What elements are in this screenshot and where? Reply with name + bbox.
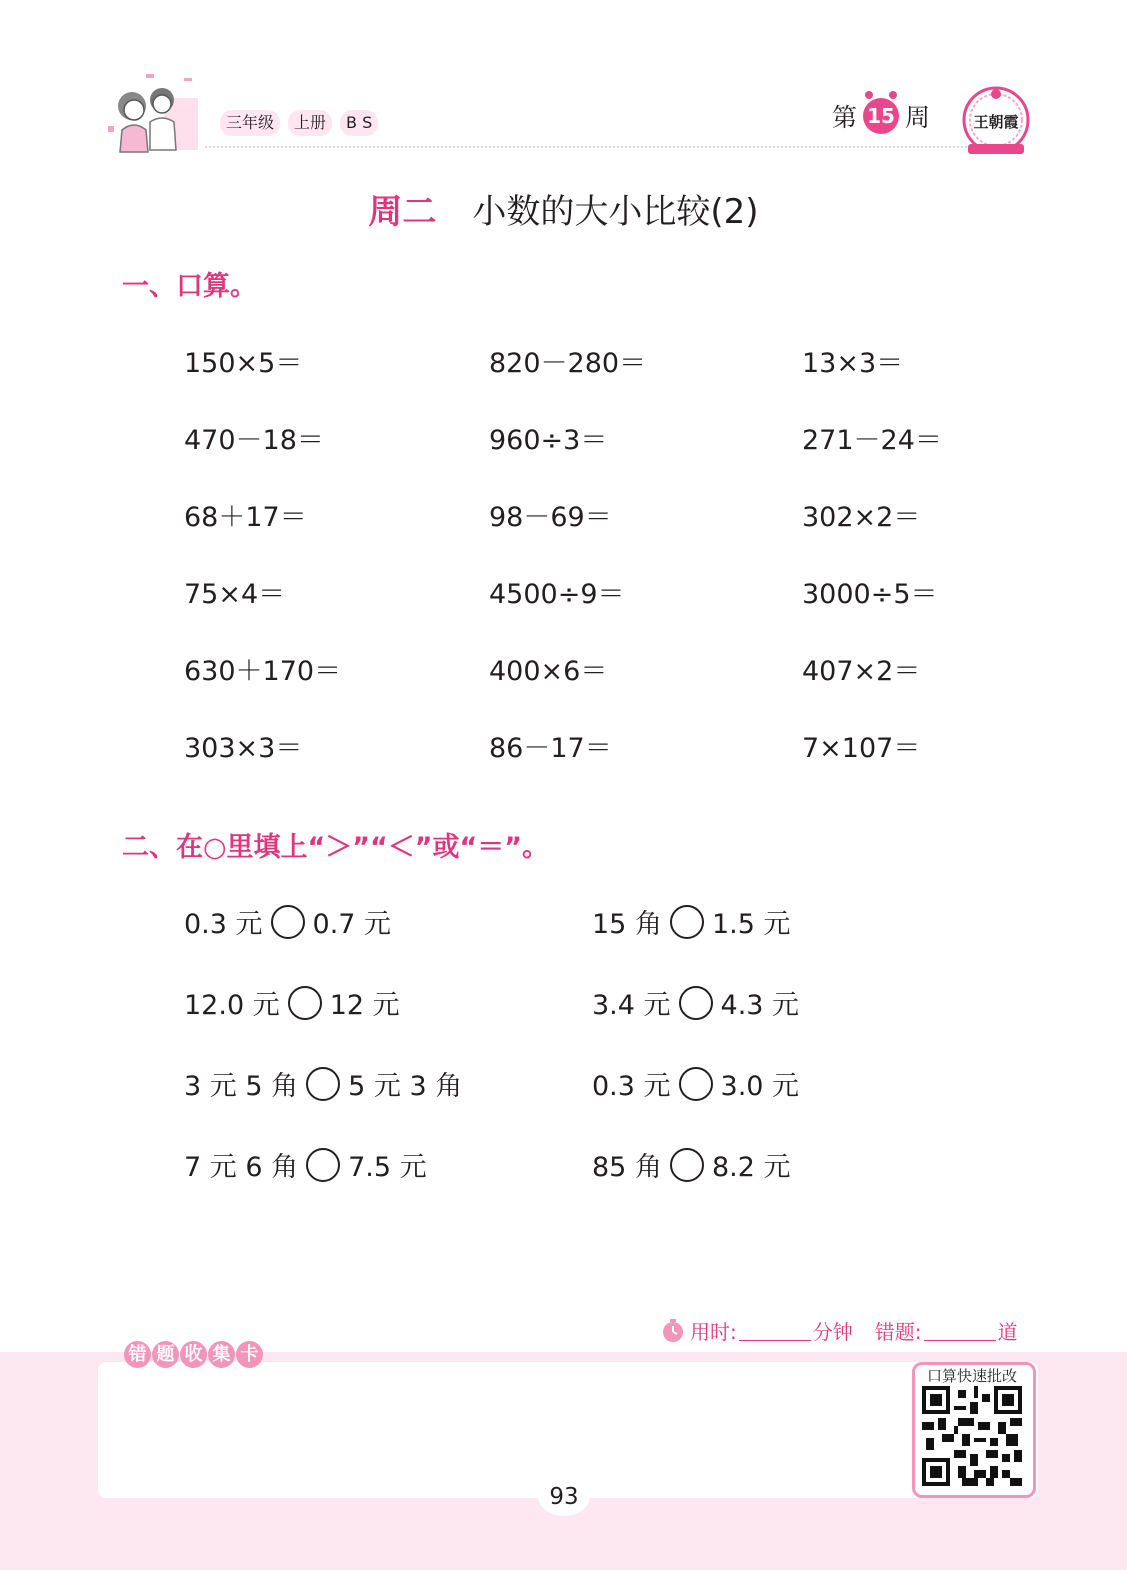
- left-value: 85 角: [592, 1152, 662, 1183]
- equation: 86－17＝: [489, 733, 612, 764]
- errors-input[interactable]: [924, 1320, 996, 1341]
- comparison-item: [592, 1064, 799, 1103]
- comparison-item: [184, 983, 400, 1022]
- left-value: 12.0 元: [184, 990, 280, 1021]
- answer-circle[interactable]: [288, 986, 322, 1020]
- week-indicator: [832, 98, 930, 134]
- header-divider: [205, 146, 975, 148]
- right-value: 12 元: [329, 990, 400, 1021]
- time-unit: 分钟: [812, 1320, 853, 1344]
- card-label-char: 卡: [236, 1341, 263, 1368]
- card-label-char: 集: [208, 1341, 235, 1368]
- comparison-item: [184, 1064, 462, 1103]
- equation: 302×2＝: [802, 502, 921, 533]
- answer-circle[interactable]: [679, 986, 713, 1020]
- card-label-char: 收: [180, 1341, 207, 1368]
- right-value: 1.5 元: [711, 909, 791, 940]
- mistake-card-label: [124, 1341, 263, 1368]
- right-value: 7.5 元: [348, 1152, 427, 1183]
- left-value: 0.3 元: [184, 909, 263, 940]
- answer-circle[interactable]: [306, 1067, 340, 1101]
- equation: 98－69＝: [489, 502, 612, 533]
- week-suffix: 周: [905, 103, 931, 132]
- title-day: 周二: [368, 192, 437, 232]
- title-topic: 小数的大小比较(2): [472, 192, 759, 232]
- errors-unit: 道: [997, 1320, 1018, 1344]
- comparison-item: [592, 902, 790, 941]
- equation: 150×5＝: [184, 348, 303, 379]
- time-label: 用时:: [690, 1320, 737, 1344]
- comparison-item: [184, 1145, 427, 1184]
- left-value: 3.4 元: [592, 990, 671, 1021]
- left-value: 0.3 元: [592, 1071, 671, 1102]
- equation: 7×107＝: [802, 733, 921, 764]
- volume-tag: 上册: [288, 110, 332, 136]
- equation: 630＋170＝: [184, 656, 342, 687]
- answer-circle[interactable]: [271, 905, 305, 939]
- section1-heading: 一、口算。: [122, 271, 257, 302]
- logo-text: 王朝霞: [973, 113, 1019, 131]
- equation: 820－280＝: [489, 348, 647, 379]
- right-value: 8.2 元: [711, 1152, 791, 1183]
- equation: 13×3＝: [802, 348, 904, 379]
- answer-circle[interactable]: [670, 905, 704, 939]
- brand-logo: [960, 82, 1032, 160]
- qr-label: 口算快速批改: [926, 1367, 1017, 1385]
- left-value: 15 角: [592, 909, 662, 940]
- equation: 3000÷5＝: [802, 579, 938, 610]
- equation: 75×4＝: [184, 579, 286, 610]
- answer-circle[interactable]: [670, 1148, 704, 1182]
- answer-circle[interactable]: [679, 1067, 713, 1101]
- card-label-char: 题: [152, 1341, 179, 1368]
- edition-tag: B S: [340, 110, 378, 136]
- equation: 407×2＝: [802, 656, 921, 687]
- right-value: 3.0 元: [720, 1071, 800, 1102]
- page-title: [0, 184, 1127, 233]
- equation: 960÷3＝: [489, 425, 608, 456]
- card-label-char: 错: [124, 1341, 151, 1368]
- left-value: 3 元 5 角: [184, 1071, 299, 1102]
- equation: 271－24＝: [802, 425, 942, 456]
- equation: 400×6＝: [489, 656, 608, 687]
- grade-tags: [220, 110, 378, 136]
- equation: 4500÷9＝: [489, 579, 625, 610]
- time-error-record: [660, 1316, 1018, 1345]
- right-value: 5 元 3 角: [348, 1071, 463, 1102]
- equation: 68＋17＝: [184, 502, 307, 533]
- grade-tag: 三年级: [220, 110, 280, 136]
- section2-heading: 二、在○里填上“＞”“＜”或“＝”。: [122, 832, 550, 863]
- comparison-item: [184, 902, 391, 941]
- equation: 470－18＝: [184, 425, 324, 456]
- right-value: 0.7 元: [312, 909, 392, 940]
- page-number: 93: [538, 1476, 590, 1516]
- week-number-badge: 15: [863, 98, 899, 134]
- week-prefix: 第: [832, 103, 858, 132]
- time-input[interactable]: [739, 1320, 811, 1341]
- qr-code-icon[interactable]: [922, 1386, 1022, 1486]
- kids-illustration: [104, 70, 204, 156]
- errors-label: 错题:: [874, 1320, 922, 1344]
- right-value: 4.3 元: [720, 990, 800, 1021]
- equation: 303×3＝: [184, 733, 303, 764]
- left-value: 7 元 6 角: [184, 1152, 299, 1183]
- comparison-item: [592, 983, 799, 1022]
- comparison-item: [592, 1145, 790, 1184]
- stopwatch-icon: [660, 1318, 686, 1344]
- answer-circle[interactable]: [306, 1148, 340, 1182]
